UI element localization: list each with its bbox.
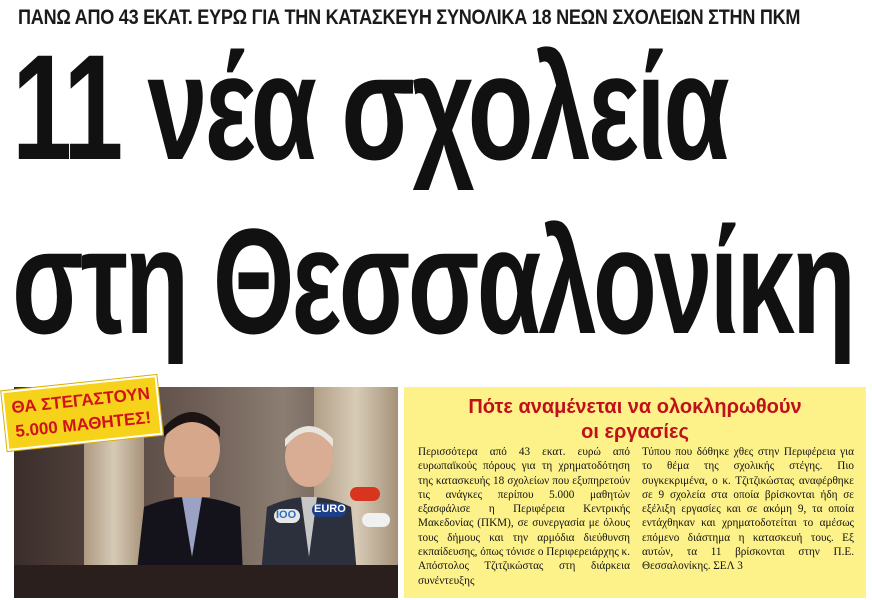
box-title-line2: οι εργασίες [581,421,689,443]
main-headline-line2: στη Θεσσαλονίκη [12,197,854,365]
article-column-1: Περισσότερα από 43 εκατ. ευρώ από ευρωπαϊκούς πόρους για τη χρηματοδότηση της κατασκευής 18 σχολείων που εξυπηρετούν τις ανάγκες περίπου 5.000 μαθητών εξασφάλισε η Περιφέρεια Κεντρικής Μακεδονίας (ΠΚΜ), σε συνεργασία με όλους τους δήμους και την αρμόδια διεύθυνση εκπαίδευσης, όπως τόνισε ο Περιφερειάρχης κ. Απόστολος Τζιτζικώστας στη διάρκεια συνέντευξης [418,446,630,587]
box-title [404,395,866,445]
kicker-headline: ΠΑΝΩ ΑΠΟ 43 ΕΚΑΤ. ΕΥΡΩ ΓΙΑ ΤΗΝ ΚΑΤΑΣΚΕΥΗ ΣΥΝΟΛΙΚΑ 18 ΝΕΩΝ ΣΧΟΛΕΙΩΝ ΣΤΗΝ ΠΚΜ [18,6,801,29]
press-desk [14,565,398,598]
mic-label: EURO [314,503,346,515]
main-headline-line1: 11 νέα σχολεία [12,23,727,191]
badge-line2: 5.000 ΜΑΘΗΤΕΣ! [14,407,152,442]
microphone [362,513,390,527]
article-column-2: Τύπου που δόθηκε χθες στην Περιφέρεια για το θέμα της σχολικής στέγης. Πιο συγκεκριμένα, ο κ. Τζιτζικώστας αναφέρθηκε σε 9 σχολεία στα οποία βρίσκονται ήδη σε εξέλιξη εργασίες και σε ακόμη 9, τα οποία εντάχθηκαν και χρηματοδοτείται το αμέσως επόμενο διάστημα η κατασκευή τους. Εξ αυτών, τα 11 βρίσκονται στην Π.Ε. Θεσσαλονίκης. ΣΕΛ 3 [642,446,854,573]
mic-label: IOO [276,509,297,521]
box-title-line1: Πότε αναμένεται να ολοκληρωθούν [468,396,802,418]
microphone [350,487,380,501]
badge-line1: ΘΑ ΣΤΕΓΑΣΤΟΥΝ [10,383,151,418]
article-box [404,387,866,598]
